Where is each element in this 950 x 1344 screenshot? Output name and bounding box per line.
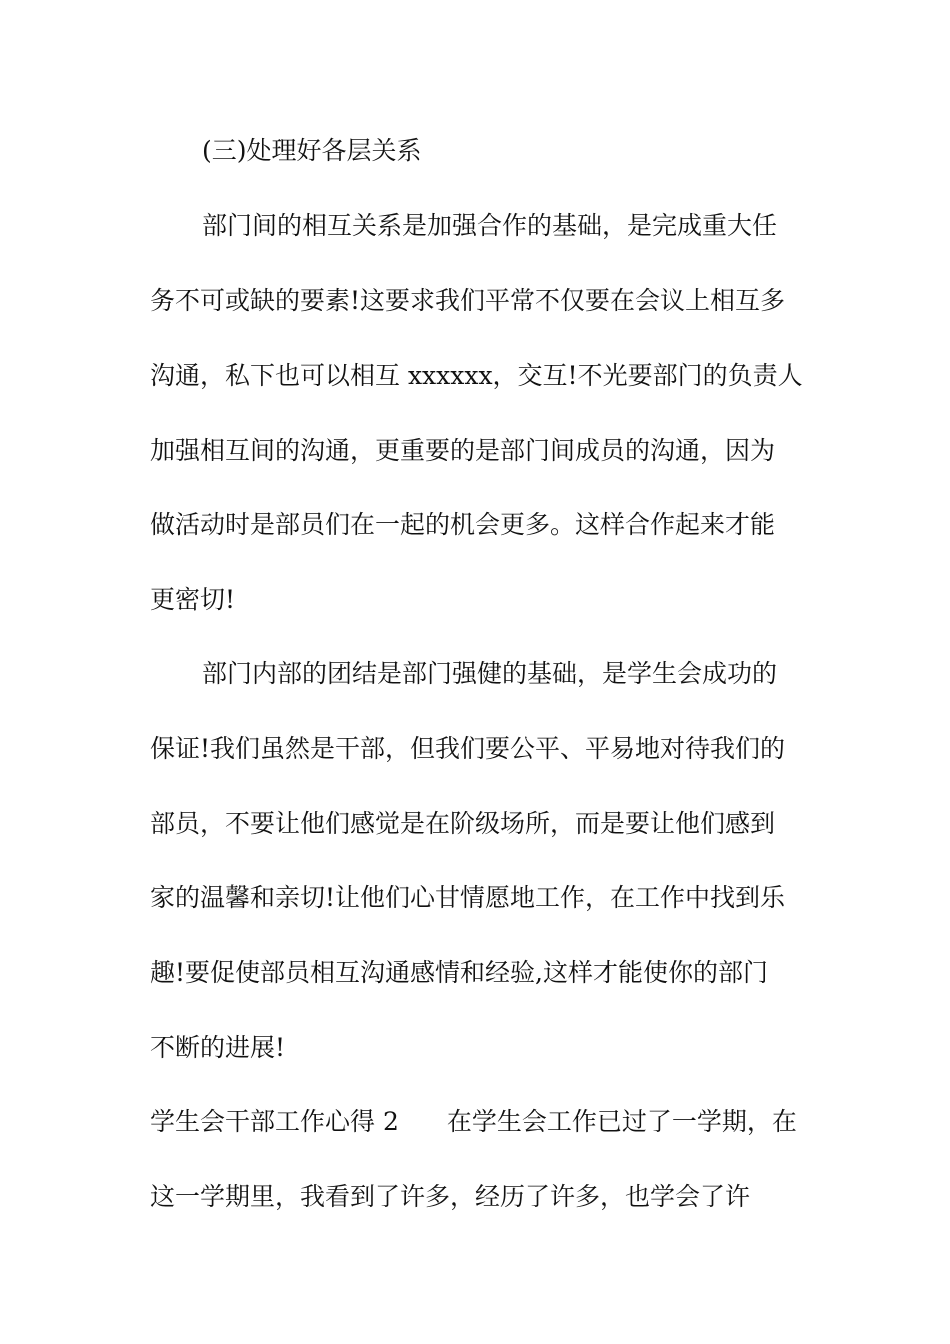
paragraph-line: 家的温馨和亲切!让他们心甘情愿地工作，在工作中找到乐 [150,883,786,912]
paragraph-line: 这一学期里，我看到了许多，经历了许多，也学会了许 [150,1182,751,1211]
section-heading: (三)处理好各层关系 [202,136,422,165]
paragraph-line: 趣!要促使部员相互沟通感情和经验,这样才能使你的部门 [150,958,768,987]
paragraph-line: 做活动时是部员们在一起的机会更多。这样合作起来才能 [150,510,776,539]
paragraph-line: 保证!我们虽然是干部，但我们要公平、平易地对待我们的 [150,734,786,763]
paragraph-line: 不断的进展! [150,1033,286,1062]
article-title: 学生会干部工作心得 2 [150,1107,399,1136]
paragraph-line: 务不可或缺的要素!这要求我们平常不仅要在会议上相互多 [150,286,786,315]
paragraph-line: 沟通，私下也可以相互 xxxxxx，交互!不光要部门的负责人 [150,361,803,390]
paragraph-line: 更密切! [150,585,236,614]
article-title-line [150,1106,830,1138]
paragraph-line: 部门内部的团结是部门强健的基础，是学生会成功的 [202,659,778,688]
paragraph-line: 部员，不要让他们感觉是在阶级场所，而是要让他们感到 [150,809,776,838]
paragraph-line: 部门间的相互关系是加强合作的基础，是完成重大任 [202,211,778,240]
paragraph-line: 在学生会工作已过了一学期，在 [446,1107,797,1136]
paragraph-line: 加强相互间的沟通，更重要的是部门间成员的沟通，因为 [150,436,776,465]
